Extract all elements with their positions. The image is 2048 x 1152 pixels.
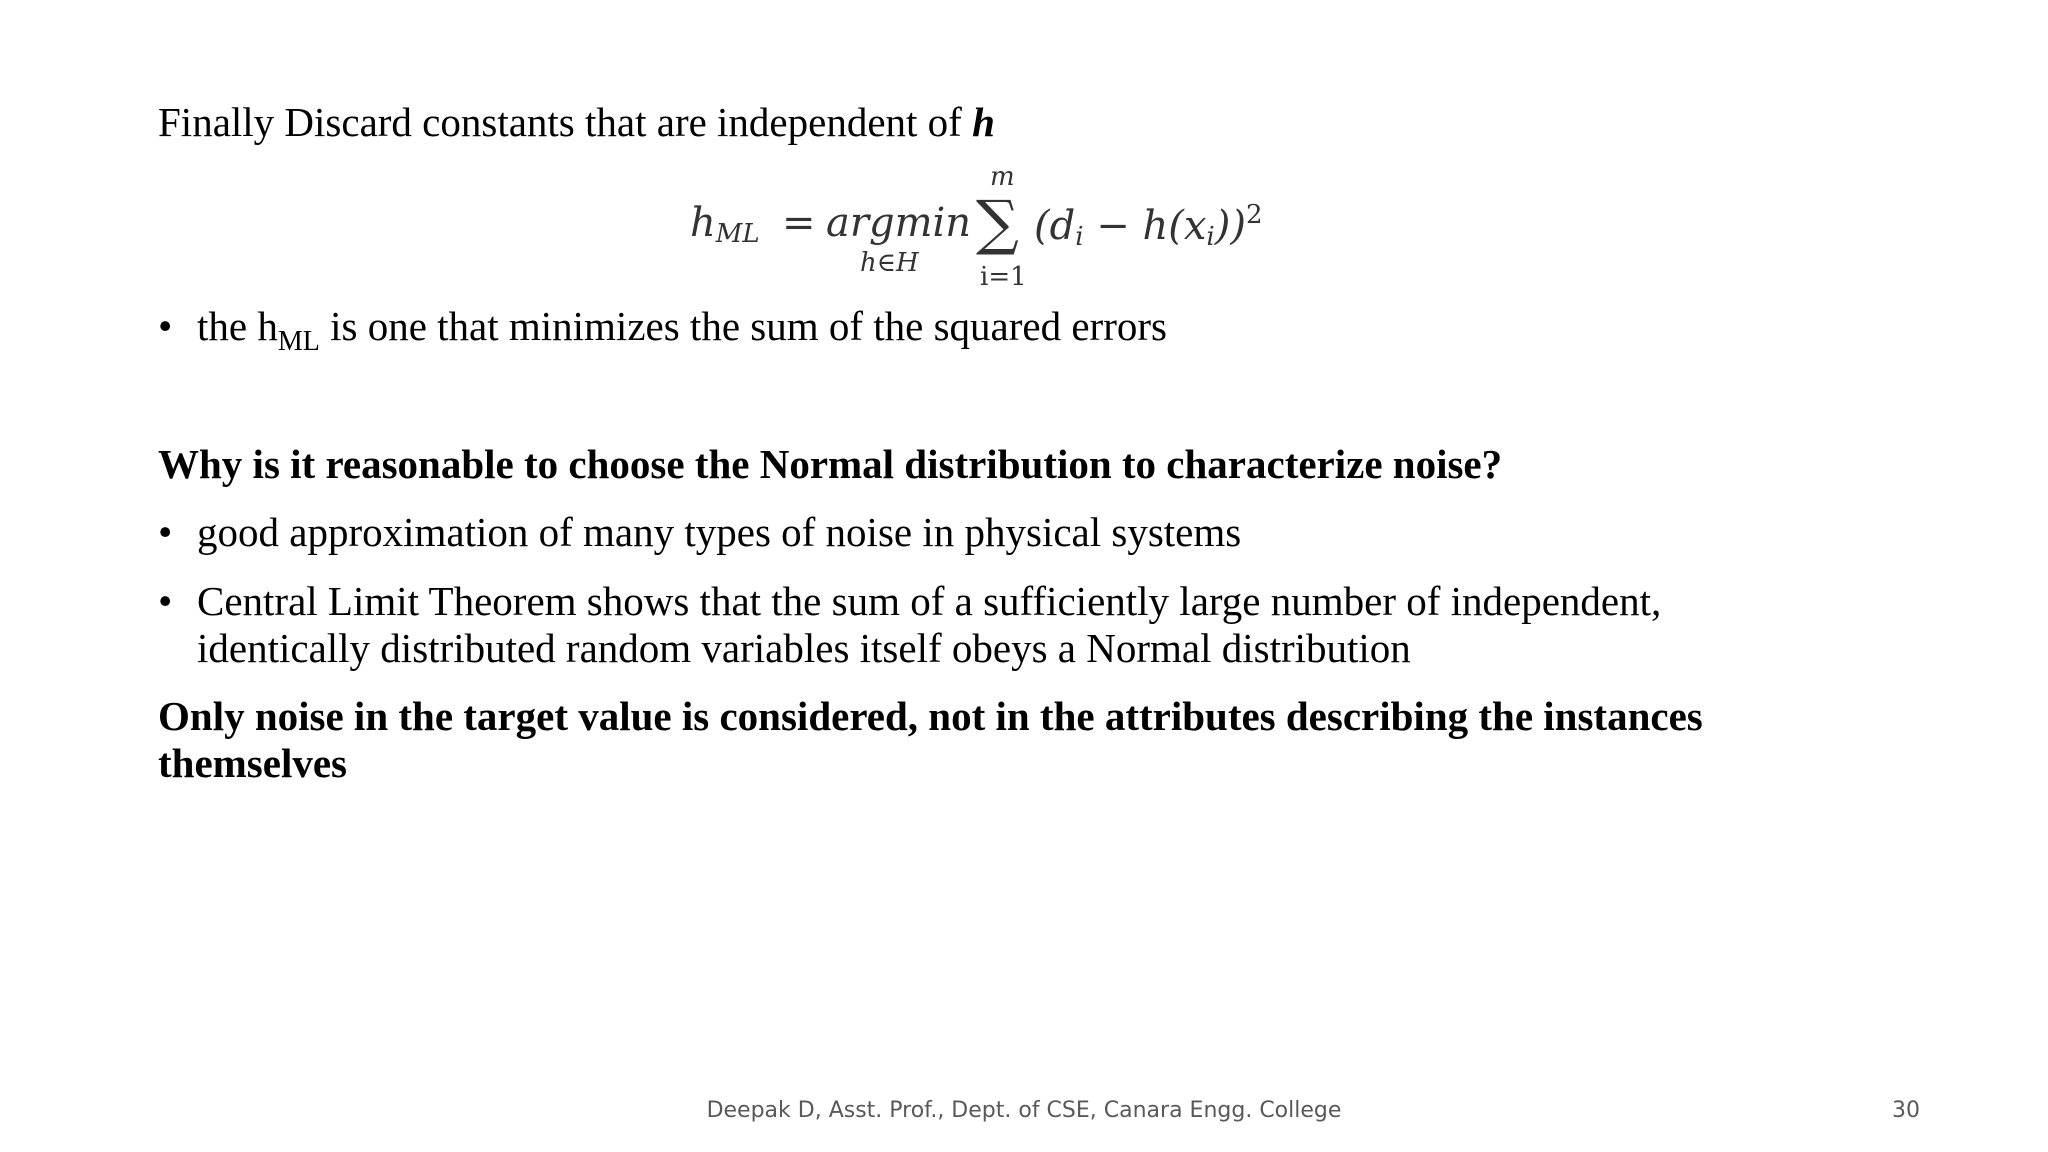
hml-formula (690, 162, 1290, 302)
formula-argmin: argmin (826, 200, 972, 246)
bullet-icon: • (158, 578, 173, 624)
formula-term: $(d_i - h(x_i))^2$ (1034, 200, 1263, 252)
note-line1: Only noise in the target value is considered, not in the attributes describing the instances (158, 693, 1703, 739)
footer-credit: Deepak D, Asst. Prof., Dept. of CSE, Canara Engg. College (706, 1098, 1342, 1123)
bullet-icon: • (158, 509, 173, 555)
formula-sum-symbol: ∑ (976, 188, 1019, 258)
formula-sum-lower: i=1 (980, 262, 1027, 292)
page-number: 30 (1892, 1098, 1920, 1123)
formula-lhs: $h_{ML}$ (690, 200, 760, 249)
bullet-hml-text: the $h_{ML}$ is one that minimizes the sum of the squared errors (197, 303, 1167, 357)
bullet-icon: • (158, 303, 173, 349)
bullet-clt-line2: identically distributed random variables itself obeys a Normal distribution (197, 625, 1411, 671)
bullet-clt-line1: Central Limit Theorem shows that the sum of a sufficiently large number of independent, (197, 578, 1662, 624)
intro-variable: h (972, 99, 995, 145)
question-heading: Why is it reasonable to choose the Normal distribution to characterize noise? (158, 441, 1503, 487)
formula-equals: = (782, 200, 816, 246)
note-line2: themselves (158, 740, 348, 786)
formula-argmin-subscript: h∈H (860, 248, 919, 278)
intro-line (158, 98, 995, 146)
formula-sum-upper: m (990, 162, 1015, 192)
bullet-approximation-text: good approximation of many types of noise in physical systems (197, 509, 1242, 555)
intro-text: Finally Discard constants that are independent of (158, 99, 973, 145)
